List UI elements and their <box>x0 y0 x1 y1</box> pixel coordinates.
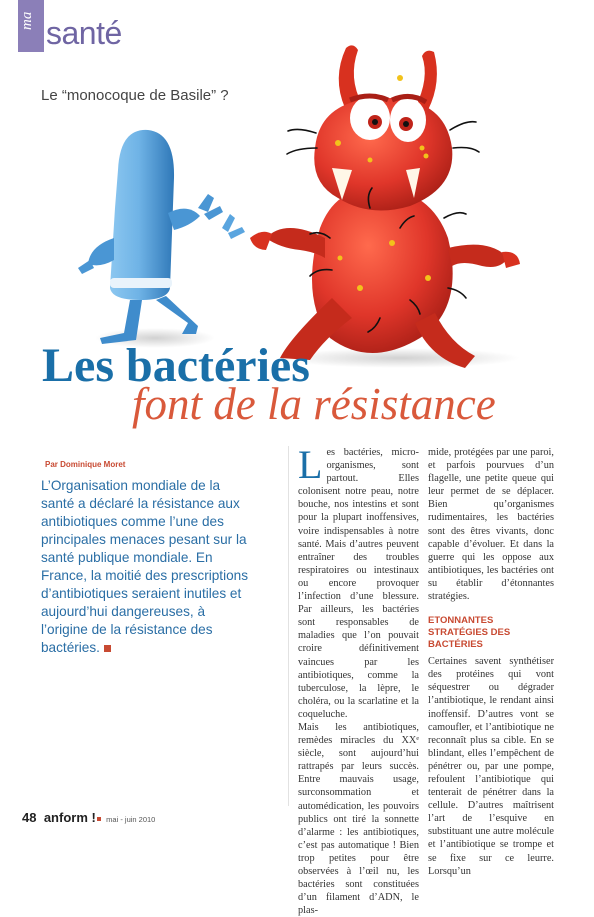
body-paragraph: mide, protégées par une paroi, et parfois pourvues d’un flagelle, une petite queue qui leur permet de se déplacer. Bien qu’organismes rudimentaires, les bactéries sont des êtres vivants, donc capable d’évoluer. Et dans la guerre qui les oppose aux antibiotiques, les bactéries ont su établir d’étonnantes stratégies. <box>428 447 554 603</box>
rubric-ma: ma <box>19 11 35 30</box>
rubric-sante: santé <box>46 15 122 51</box>
magazine-brand: anform ! <box>43 810 96 825</box>
intro-text: L’Organisation mondiale de la santé a déclaré la résistance aux antibiotiques comme l’une des principales menaces pesant sur la santé publique mondiale. En France, la moitié des prescriptions d’antibiotiques seraient inutiles et aujourd’hui dangereuses, à l’origine de la résistance des bactéries. <box>41 478 249 655</box>
headline-line1: Les bactéries <box>42 339 310 392</box>
page-number: 48 <box>22 810 37 825</box>
body-text: es bactéries, micro-organismes, sont partout. Elles colonisent notre peau, notre bouche, nos intestins et sont pour la plupart inoffensives, voire indispensables à notre santé. Mais d’autres peuvent entraîner des troubles respiratoires ou intestinaux ou encore provoquer l’infection d’une blessure. Par ailleurs, les bactéries sont responsables de maladies que l’on pouvait croire définitivement vaincues par les antibiotiques, comme la tuberculose, la lèpre, le choléra, ou la scarlatine et la coqueluche. <box>298 447 419 720</box>
headline-line2: font de la résistance <box>132 379 496 429</box>
pill-character <box>78 130 245 348</box>
subheading: ETONNANTES STRATÉGIES DES BACTÉRIES <box>428 615 511 651</box>
end-mark <box>104 645 111 652</box>
intro-paragraph <box>41 477 255 657</box>
drop-cap: L <box>298 442 323 487</box>
body-column-1 <box>298 442 419 917</box>
page-footer <box>22 810 155 825</box>
body-column-2 <box>428 446 554 878</box>
body-paragraph <box>298 442 419 721</box>
body-paragraph: Mais les antibiotiques, remèdes miracles du XXᵉ siècle, sont aujourd’hui rattrapés par leurs succès. Entre mauvais usage, surconsommation et automédication, les pouvoirs publics ont tiré la sonnette d’alarme : les antibiotiques, c’est pas automatique ! Bien trop petites pour être observées à l’œil nu, les bactéries sont constituées d’un filament d’ADN, le plas- <box>298 721 419 917</box>
bacteria-pill-illustration <box>70 38 540 368</box>
column-divider <box>288 446 289 806</box>
issue-date: mai - juin 2010 <box>106 815 156 824</box>
byline: Par Dominique Moret <box>45 460 126 469</box>
kicker: Le “monocoque de Basile” ? <box>41 87 229 104</box>
bacterium-character <box>250 45 520 368</box>
footer-square-mark <box>97 817 101 821</box>
body-paragraph: Certaines savent synthétiser des protéines qui vont séquestrer ou dégrader l’antibiotique, le rendant ainsi inoffensif. D’autres vont se camoufler, et l’antibiotique ne reconnaît plus sa cible. En se blindant, elles l’empêchent de pénétrer ou, par une pompe, refoulent l’antibiotique qui tenterait de pénétrer dans la cellule. D’autres maîtrisent l’art de l’esquive en substituant une autre molécule et l’antibiotique se trompe et se fixe sur ce leurre. Lorsqu’un <box>428 656 554 877</box>
